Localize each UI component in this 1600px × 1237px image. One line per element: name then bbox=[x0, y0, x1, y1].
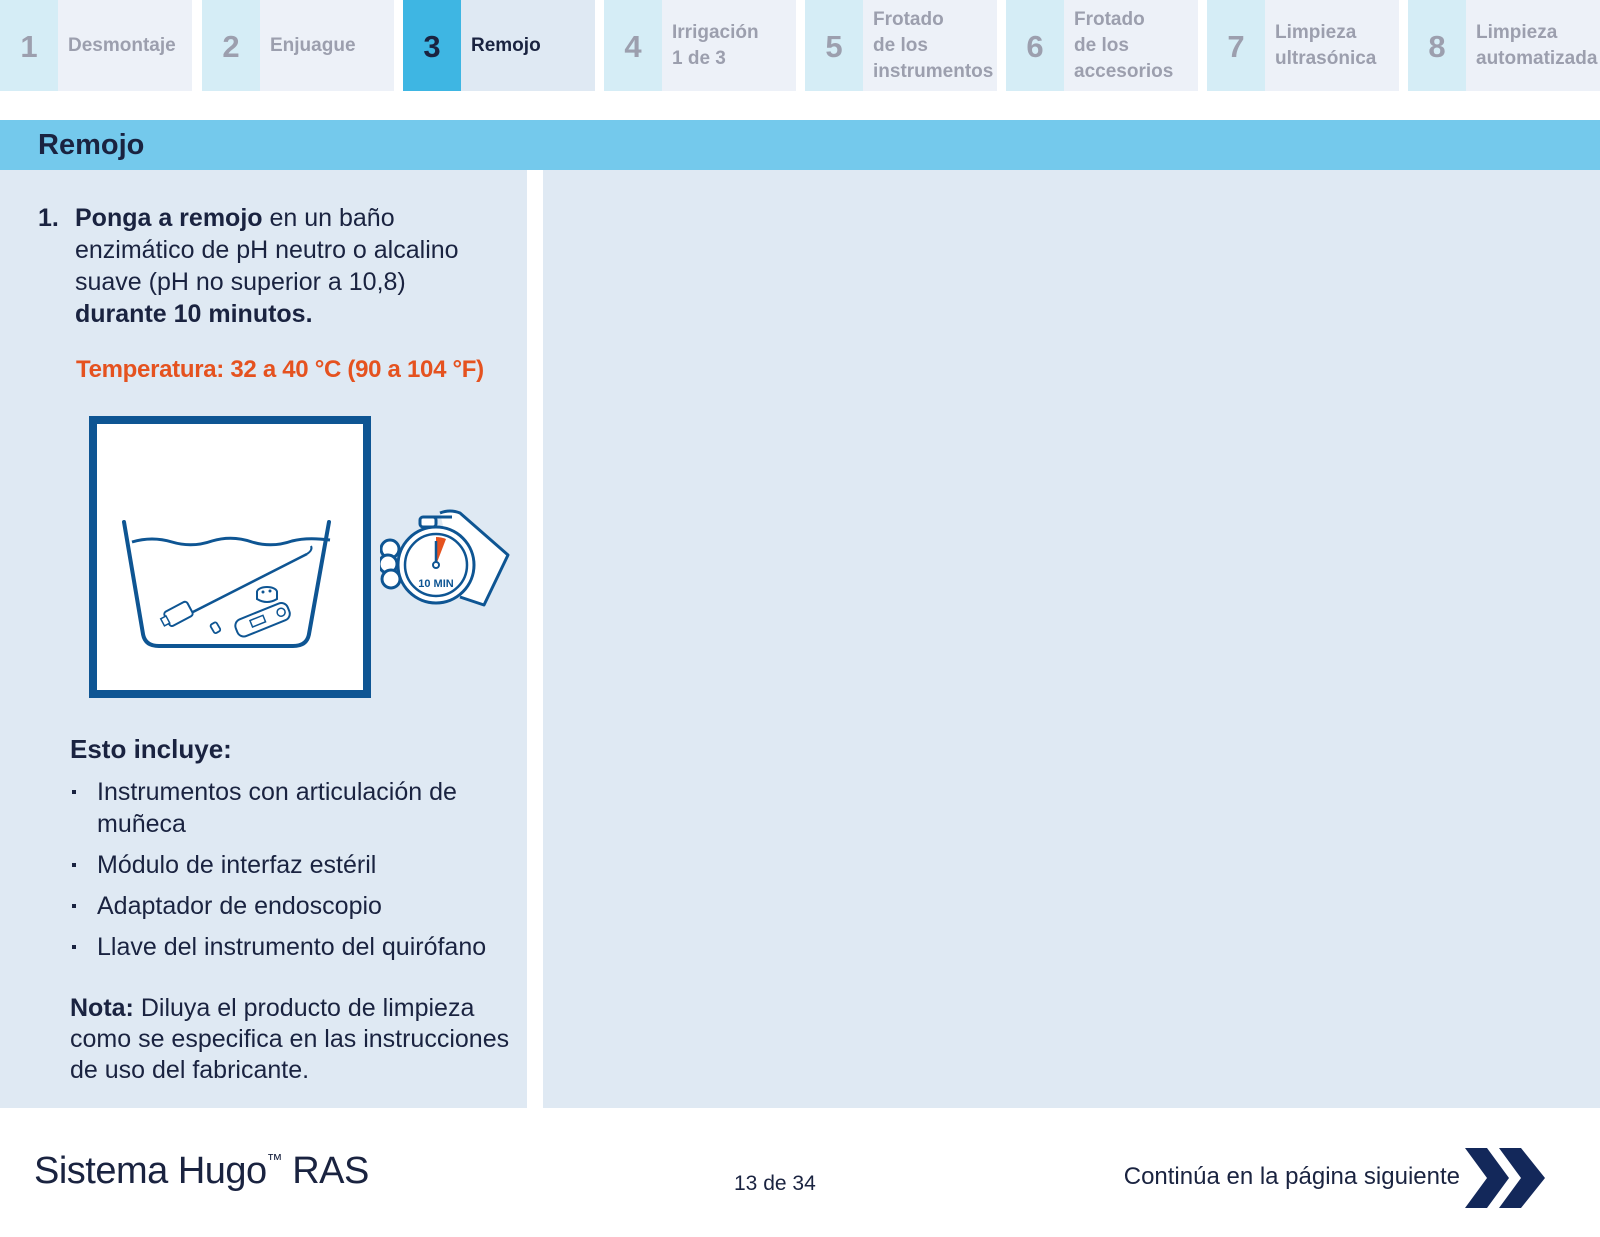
list-item: Instrumentos con articulación de muñeca bbox=[70, 776, 520, 840]
section-header bbox=[0, 120, 1600, 170]
content-panel bbox=[543, 170, 1600, 1108]
step-text bbox=[75, 202, 515, 330]
timer-label: 10 MIN bbox=[418, 578, 454, 590]
tab-limpieza-automatizada[interactable] bbox=[1408, 0, 1600, 91]
brand-name: Sistema Hugo bbox=[34, 1150, 267, 1192]
brand-suffix: RAS bbox=[282, 1150, 369, 1192]
tab-number: 1 bbox=[0, 0, 58, 91]
tab-label: Desmontaje bbox=[68, 34, 176, 56]
tab-label: Frotado de los accesorios bbox=[1074, 8, 1174, 82]
stopwatch-in-hand-icon bbox=[380, 505, 520, 625]
includes-heading: Esto incluye: bbox=[70, 734, 232, 764]
tab-enjuague[interactable] bbox=[202, 0, 394, 91]
step-bold-lead: Ponga a remojo bbox=[75, 204, 263, 232]
tab-label: Irrigación 1 de 3 bbox=[672, 21, 759, 69]
tab-label: Limpieza automatizada bbox=[1476, 21, 1598, 69]
tab-frotado-accesorios[interactable] bbox=[1006, 0, 1198, 91]
tab-label: Enjuague bbox=[270, 34, 356, 56]
step-number: 1. bbox=[38, 204, 59, 232]
tab-number: 4 bbox=[604, 0, 662, 91]
tab-number: 7 bbox=[1207, 0, 1265, 91]
tab-remojo[interactable] bbox=[403, 0, 595, 91]
tab-label: Frotado de los instrumentos bbox=[873, 8, 994, 82]
step-tabs bbox=[0, 0, 1600, 91]
tab-label: Limpieza ultrasónica bbox=[1275, 21, 1377, 69]
tab-limpieza-ultrasonica[interactable] bbox=[1207, 0, 1399, 91]
list-item: Adaptador de endoscopio bbox=[70, 890, 520, 922]
tab-number: 2 bbox=[202, 0, 260, 91]
soaking-basin-icon bbox=[89, 416, 371, 698]
tab-desmontaje[interactable] bbox=[0, 0, 192, 91]
note bbox=[70, 993, 520, 1086]
tab-frotado-instrumentos[interactable] bbox=[805, 0, 997, 91]
continue-text[interactable]: Continúa en la página siguiente bbox=[1123, 1163, 1460, 1190]
list-item: Módulo de interfaz estéril bbox=[70, 849, 520, 881]
tab-irrigacion[interactable] bbox=[604, 0, 796, 91]
tab-number: 6 bbox=[1006, 0, 1064, 91]
list-item: Llave del instrumento del quirófano bbox=[70, 931, 520, 963]
product-brand bbox=[34, 1150, 369, 1193]
page-number: 13 de 34 bbox=[734, 1172, 816, 1195]
step-bold-tail: durante 10 minutos. bbox=[75, 300, 313, 328]
tab-label: Remojo bbox=[471, 34, 541, 56]
basin-illustration bbox=[97, 424, 363, 690]
note-text: Diluya el producto de limpieza como se especifica en las instrucciones de uso del fabricante. bbox=[70, 994, 510, 1084]
note-label: Nota: bbox=[70, 994, 134, 1022]
trademark-symbol: ™ bbox=[266, 1152, 283, 1169]
tab-number: 8 bbox=[1408, 0, 1466, 91]
step-body: en un baño enzimático de pH neutro o alcalino suave (pH no superior a 10,8) bbox=[75, 204, 459, 296]
tab-number: 5 bbox=[805, 0, 863, 91]
temperature-warning: Temperatura: 32 a 40 °C (90 a 104 °F) bbox=[76, 356, 484, 383]
double-chevron-right-icon[interactable] bbox=[1465, 1148, 1549, 1208]
includes-list bbox=[70, 776, 520, 972]
section-title: Remojo bbox=[38, 129, 145, 161]
tab-number: 3 bbox=[403, 0, 461, 91]
